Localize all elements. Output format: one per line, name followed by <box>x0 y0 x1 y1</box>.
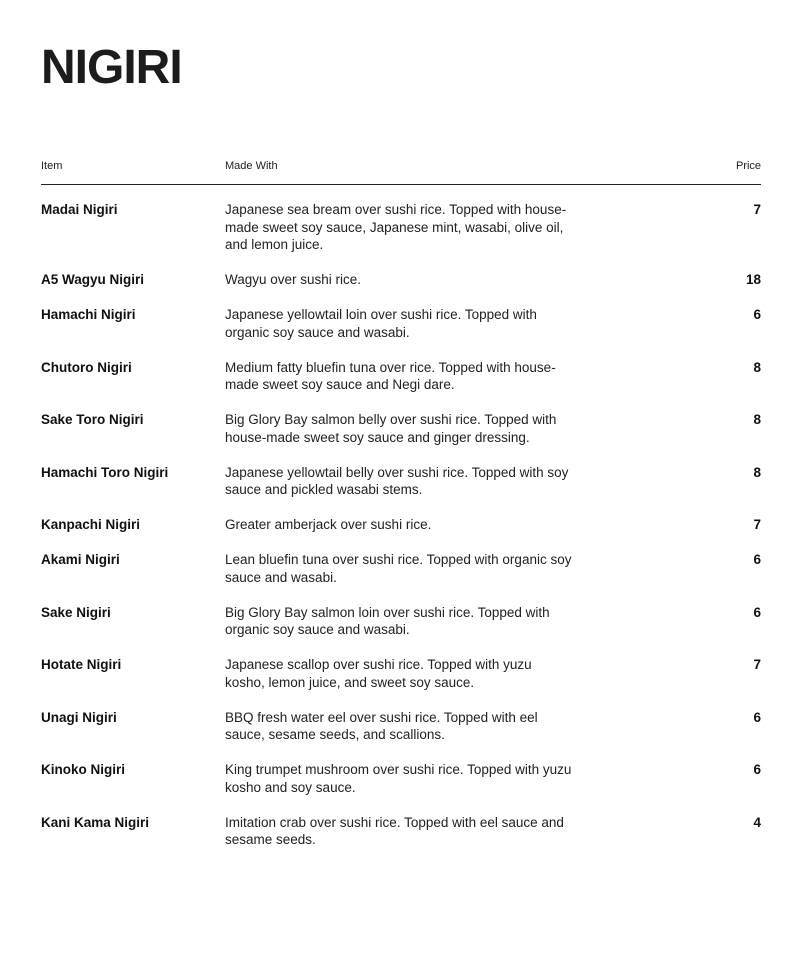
column-header-made-with: Made With <box>225 160 278 172</box>
table-row <box>41 516 761 534</box>
item-description: Japanese yellowtail belly over sushi rice. Topped with soy sauce and pickled wasabi stems. <box>225 464 569 497</box>
item-price: 6 <box>753 709 761 725</box>
page-title: NIGIRI <box>41 41 182 94</box>
item-name: Chutoro Nigiri <box>41 359 132 375</box>
table-body <box>41 185 761 849</box>
table-row <box>41 306 761 341</box>
item-name: Sake Toro Nigiri <box>41 412 144 427</box>
item-price: 18 <box>745 272 761 287</box>
item-price: 7 <box>753 517 761 532</box>
item-price: 6 <box>753 762 761 777</box>
item-price: 6 <box>753 307 761 322</box>
item-description: BBQ fresh water eel over sushi rice. Topped with eel sauce, sesame seeds, and scallions. <box>225 709 538 742</box>
table-row <box>41 359 761 394</box>
item-name: Hamachi Toro Nigiri <box>41 464 169 480</box>
item-name: Akami Nigiri <box>41 552 120 567</box>
item-price: 8 <box>753 359 761 375</box>
item-description: Imitation crab over sushi rice. Topped with eel sauce and sesame seeds. <box>225 814 564 847</box>
table-row <box>41 604 761 639</box>
item-price: 8 <box>753 464 761 480</box>
table-row <box>41 464 761 499</box>
item-description: Big Glory Bay salmon loin over sushi rice. Topped with organic soy sauce and wasabi. <box>225 604 550 637</box>
item-description: Wagyu over sushi rice. <box>225 272 362 287</box>
item-description: Big Glory Bay salmon belly over sushi rice. Topped with house-made sweet soy sauce and ginger dressing. <box>225 412 557 445</box>
table-header <box>41 155 761 185</box>
item-name: Kanpachi Nigiri <box>41 517 141 532</box>
item-name: Unagi Nigiri <box>41 709 117 725</box>
item-price: 4 <box>753 814 761 830</box>
item-name: Madai Nigiri <box>41 202 118 217</box>
table-row <box>41 411 761 446</box>
item-name: Kani Kama Nigiri <box>41 814 150 830</box>
item-description: Japanese scallop over sushi rice. Topped with yuzu kosho, lemon juice, and sweet soy sauce. <box>225 657 532 690</box>
item-description: Greater amberjack over sushi rice. <box>225 517 432 532</box>
item-price: 6 <box>753 604 761 620</box>
item-price: 7 <box>753 202 761 217</box>
item-description: Medium fatty bluefin tuna over rice. Topped with house-made sweet soy sauce and Negi dare. <box>225 359 556 392</box>
table-row <box>41 551 761 586</box>
item-description: Lean bluefin tuna over sushi rice. Topped with organic soy sauce and wasabi. <box>225 552 572 585</box>
item-price: 8 <box>753 412 761 427</box>
item-description: Japanese sea bream over sushi rice. Topped with house-made sweet soy sauce, Japanese mint, wasabi, olive oil, and lemon juice. <box>225 202 567 252</box>
table-row <box>41 814 761 849</box>
table-row <box>41 709 761 744</box>
item-price: 6 <box>753 552 761 567</box>
table-row <box>41 201 761 254</box>
item-description: Japanese yellowtail loin over sushi rice. Topped with organic soy sauce and wasabi. <box>225 307 537 340</box>
menu-table <box>41 155 761 866</box>
item-name: Kinoko Nigiri <box>41 762 125 777</box>
item-name: Sake Nigiri <box>41 604 111 620</box>
item-name: Hamachi Nigiri <box>41 307 136 322</box>
item-name: Hotate Nigiri <box>41 657 122 672</box>
table-row <box>41 761 761 796</box>
item-description: King trumpet mushroom over sushi rice. Topped with yuzu kosho and soy sauce. <box>225 762 572 795</box>
column-header-item: Item <box>41 160 63 172</box>
table-row <box>41 656 761 691</box>
item-price: 7 <box>753 657 761 672</box>
table-row <box>41 271 761 289</box>
column-header-price: Price <box>735 160 761 172</box>
item-name: A5 Wagyu Nigiri <box>41 272 145 287</box>
